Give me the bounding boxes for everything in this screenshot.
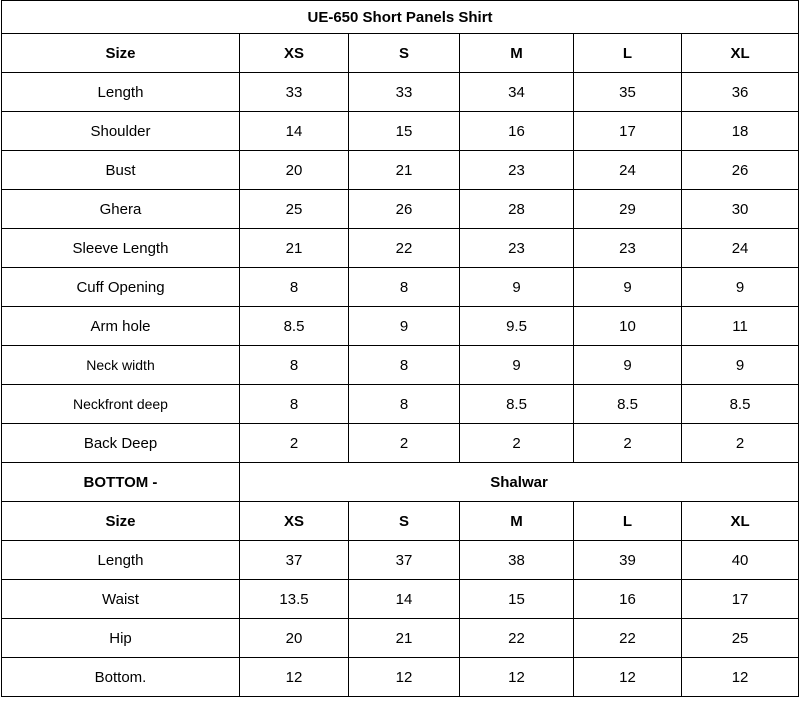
title-row — [2, 1, 799, 34]
header-cell: M — [460, 502, 574, 541]
row-label: Cuff Opening — [2, 268, 240, 307]
table-row — [2, 229, 799, 268]
table-row — [2, 619, 799, 658]
table-cell: 28 — [460, 190, 574, 229]
table-row — [2, 151, 799, 190]
header-cell: L — [574, 34, 682, 73]
bottom-header-row — [2, 502, 799, 541]
table-cell: 9 — [460, 268, 574, 307]
table-cell: 8.5 — [460, 385, 574, 424]
table-cell: 23 — [574, 229, 682, 268]
bottom-section-row — [2, 463, 799, 502]
table-cell: 12 — [349, 658, 460, 697]
table-cell: 20 — [240, 151, 349, 190]
table-cell: 21 — [349, 619, 460, 658]
table-cell: 16 — [460, 112, 574, 151]
table-cell: 25 — [240, 190, 349, 229]
table-cell: 23 — [460, 229, 574, 268]
table-cell: 8 — [349, 385, 460, 424]
table-cell: 33 — [349, 73, 460, 112]
table-cell: 2 — [574, 424, 682, 463]
table-cell: 38 — [460, 541, 574, 580]
table-cell: 23 — [460, 151, 574, 190]
header-cell: XL — [682, 502, 799, 541]
table-row — [2, 190, 799, 229]
shirt-header-row — [2, 34, 799, 73]
table-cell: 8 — [240, 346, 349, 385]
table-cell: 35 — [574, 73, 682, 112]
table-cell: 12 — [240, 658, 349, 697]
table-cell: 9 — [349, 307, 460, 346]
row-label: Hip — [2, 619, 240, 658]
row-label: Sleeve Length — [2, 229, 240, 268]
table-cell: 40 — [682, 541, 799, 580]
table-cell: 25 — [682, 619, 799, 658]
header-cell: XS — [240, 502, 349, 541]
row-label: Bottom. — [2, 658, 240, 697]
table-row — [2, 346, 799, 385]
row-label: Shoulder — [2, 112, 240, 151]
table-row — [2, 268, 799, 307]
table-cell: 8 — [349, 346, 460, 385]
row-label: Length — [2, 73, 240, 112]
table-cell: 37 — [349, 541, 460, 580]
table-cell: 9 — [460, 346, 574, 385]
table-cell: 9 — [682, 346, 799, 385]
table-cell: 17 — [682, 580, 799, 619]
row-label: Arm hole — [2, 307, 240, 346]
table-cell: 37 — [240, 541, 349, 580]
table-cell: 11 — [682, 307, 799, 346]
table-row — [2, 658, 799, 697]
table-cell: 9 — [682, 268, 799, 307]
bottom-type: Shalwar — [240, 463, 799, 502]
table-cell: 17 — [574, 112, 682, 151]
row-label: Bust — [2, 151, 240, 190]
table-cell: 9.5 — [460, 307, 574, 346]
row-label: Back Deep — [2, 424, 240, 463]
table-cell: 16 — [574, 580, 682, 619]
table-cell: 9 — [574, 346, 682, 385]
table-cell: 8 — [240, 268, 349, 307]
row-label: Neckfront deep — [2, 385, 240, 424]
row-label: Ghera — [2, 190, 240, 229]
table-cell: 21 — [240, 229, 349, 268]
row-label: Waist — [2, 580, 240, 619]
table-cell: 2 — [349, 424, 460, 463]
table-cell: 8.5 — [240, 307, 349, 346]
table-cell: 2 — [460, 424, 574, 463]
header-cell: XL — [682, 34, 799, 73]
table-cell: 18 — [682, 112, 799, 151]
table-cell: 22 — [574, 619, 682, 658]
table-cell: 15 — [349, 112, 460, 151]
table-row — [2, 424, 799, 463]
table-cell: 26 — [682, 151, 799, 190]
row-label: Length — [2, 541, 240, 580]
table-cell: 8.5 — [682, 385, 799, 424]
table-cell: 8 — [240, 385, 349, 424]
table-cell: 8 — [349, 268, 460, 307]
table-cell: 36 — [682, 73, 799, 112]
table-cell: 29 — [574, 190, 682, 229]
table-cell: 20 — [240, 619, 349, 658]
table-cell: 2 — [682, 424, 799, 463]
table-cell: 22 — [460, 619, 574, 658]
header-cell: S — [349, 34, 460, 73]
table-cell: 15 — [460, 580, 574, 619]
table-cell: 12 — [682, 658, 799, 697]
table-cell: 9 — [574, 268, 682, 307]
table-cell: 22 — [349, 229, 460, 268]
header-cell: M — [460, 34, 574, 73]
table-cell: 2 — [240, 424, 349, 463]
table-cell: 21 — [349, 151, 460, 190]
table-cell: 24 — [682, 229, 799, 268]
table-cell: 8.5 — [574, 385, 682, 424]
table-row — [2, 307, 799, 346]
table-row — [2, 112, 799, 151]
table-cell: 33 — [240, 73, 349, 112]
bottom-section-label: BOTTOM - — [2, 463, 240, 502]
table-cell: 13.5 — [240, 580, 349, 619]
table-cell: 26 — [349, 190, 460, 229]
header-cell: L — [574, 502, 682, 541]
size-chart-table — [1, 0, 799, 697]
header-cell: Size — [2, 502, 240, 541]
table-cell: 24 — [574, 151, 682, 190]
table-cell: 14 — [349, 580, 460, 619]
table-cell: 34 — [460, 73, 574, 112]
header-cell: S — [349, 502, 460, 541]
table-row — [2, 385, 799, 424]
table-cell: 30 — [682, 190, 799, 229]
table-title: UE-650 Short Panels Shirt — [2, 1, 799, 34]
table-cell: 14 — [240, 112, 349, 151]
table-cell: 10 — [574, 307, 682, 346]
table-cell: 39 — [574, 541, 682, 580]
header-cell: Size — [2, 34, 240, 73]
table-row — [2, 73, 799, 112]
table-cell: 12 — [460, 658, 574, 697]
row-label: Neck width — [2, 346, 240, 385]
table-row — [2, 541, 799, 580]
table-row — [2, 580, 799, 619]
table-cell: 12 — [574, 658, 682, 697]
header-cell: XS — [240, 34, 349, 73]
